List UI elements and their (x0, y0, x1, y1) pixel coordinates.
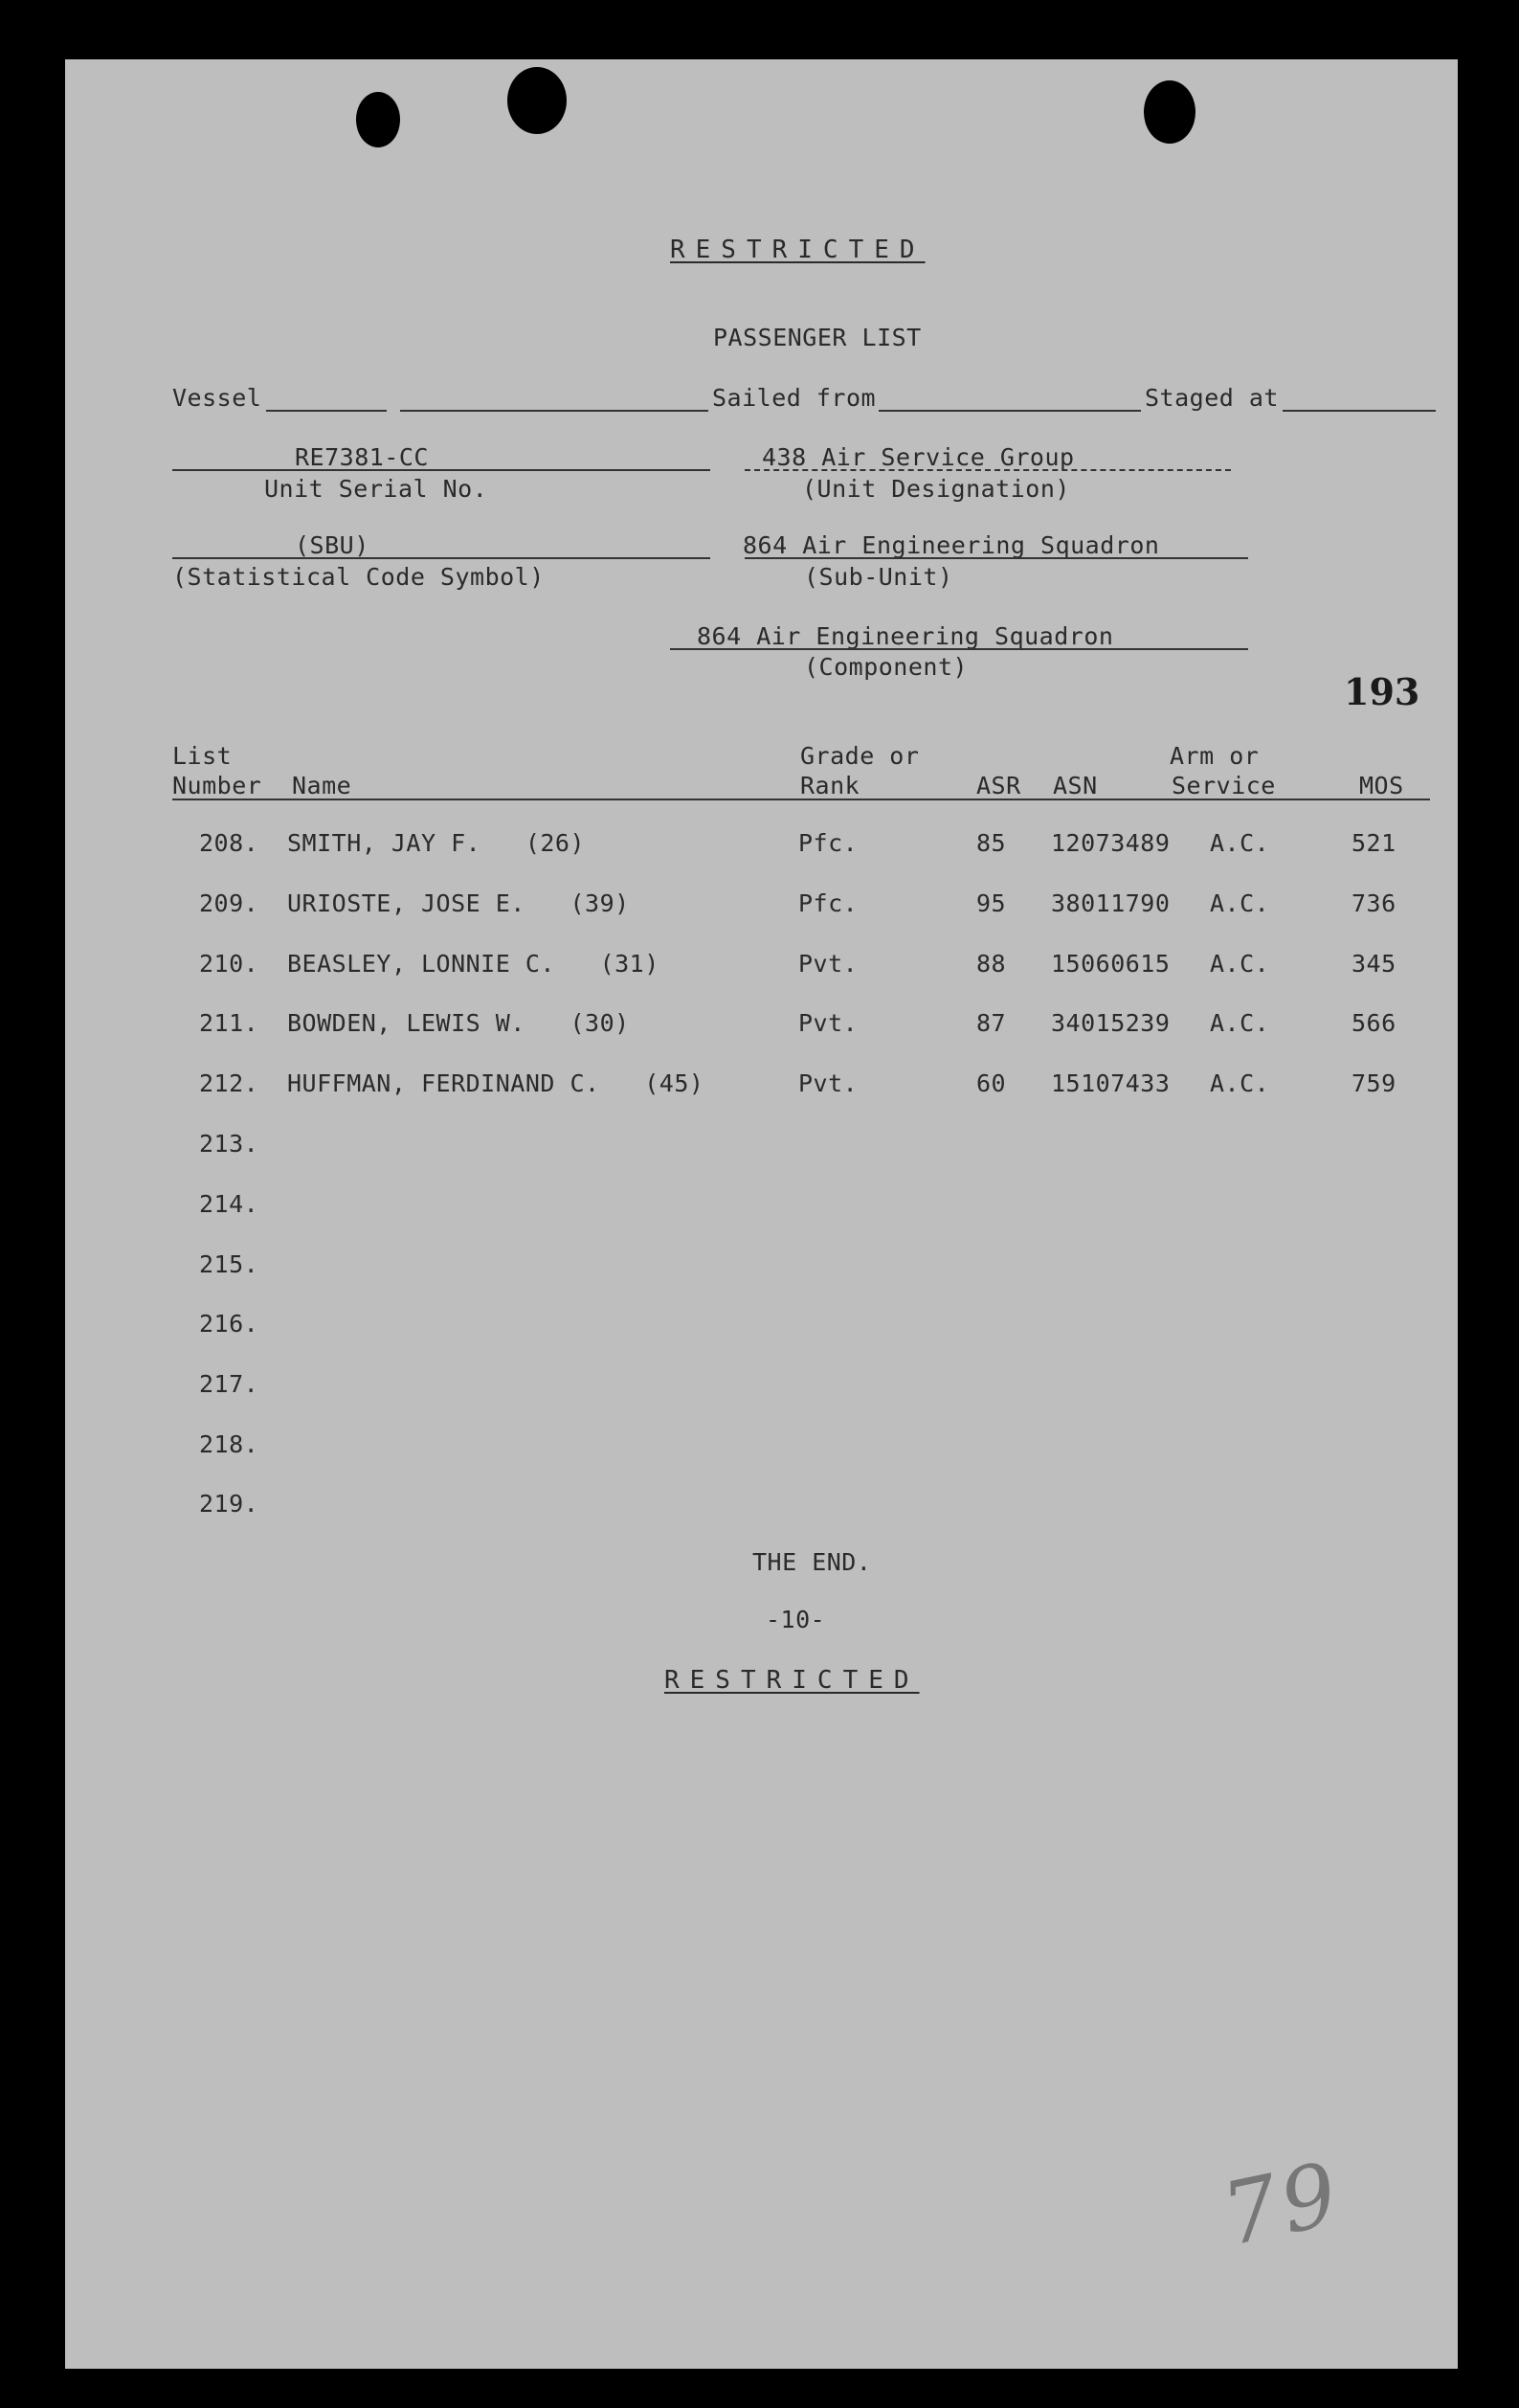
unit-serial-value: RE7381-CC (295, 443, 429, 471)
staged-at-blank (1283, 410, 1436, 412)
sailed-from-blank (879, 410, 1141, 412)
row-mos: 759 (1351, 1069, 1396, 1097)
row-asr: 88 (976, 950, 1007, 978)
row-grade: Pvt. (798, 1069, 859, 1097)
row-number: 208. (199, 829, 259, 857)
punch-hole (507, 67, 567, 134)
stat-code-label: (Statistical Code Symbol) (172, 563, 545, 591)
row-name: BOWDEN, LEWIS W. (30) (287, 1009, 630, 1037)
punch-hole (356, 92, 400, 147)
row-number: 217. (199, 1370, 259, 1398)
unit-designation-line (745, 469, 1231, 471)
stat-code-line (172, 557, 710, 559)
row-number: 215. (199, 1250, 259, 1278)
row-grade: Pfc. (798, 889, 859, 917)
row-number: 210. (199, 950, 259, 978)
row-asr: 87 (976, 1009, 1007, 1037)
row-name: SMITH, JAY F. (26) (287, 829, 586, 857)
row-name: URIOSTE, JOSE E. (39) (287, 889, 630, 917)
row-name: HUFFMAN, FERDINAND C. (45) (287, 1069, 704, 1097)
row-arm: A.C. (1210, 1009, 1270, 1037)
sub-unit-line (745, 557, 1248, 559)
row-asr: 85 (976, 829, 1007, 857)
row-asn: 34015239 (1051, 1009, 1171, 1037)
page-title: PASSENGER LIST (713, 324, 922, 351)
row-number: 219. (199, 1490, 259, 1518)
vessel-blank (266, 410, 387, 412)
vessel-label: Vessel (172, 384, 262, 412)
row-arm: A.C. (1210, 950, 1270, 978)
row-mos: 521 (1351, 829, 1396, 857)
row-asr: 95 (976, 889, 1007, 917)
row-number: 211. (199, 1009, 259, 1037)
row-mos: 345 (1351, 950, 1396, 978)
unit-serial-line (172, 469, 710, 471)
row-mos: 736 (1351, 889, 1396, 917)
component-line (670, 648, 1248, 650)
header-mos: MOS (1359, 772, 1404, 799)
row-number: 209. (199, 889, 259, 917)
row-mos: 566 (1351, 1009, 1396, 1037)
row-arm: A.C. (1210, 889, 1270, 917)
row-grade: Pvt. (798, 950, 859, 978)
header-asr: ASR (976, 772, 1021, 799)
header-service: Service (1172, 772, 1276, 799)
header-arm: Arm or (1170, 742, 1260, 770)
handwritten-note: 79 (1214, 2143, 1351, 2266)
row-number: 216. (199, 1310, 259, 1338)
row-arm: A.C. (1210, 1069, 1270, 1097)
row-number: 213. (199, 1130, 259, 1158)
header-list: List (172, 742, 233, 770)
header-number: Number (172, 772, 262, 799)
row-asn: 38011790 (1051, 889, 1171, 917)
row-number: 214. (199, 1190, 259, 1218)
the-end-text: THE END. (752, 1548, 872, 1576)
header-name: Name (292, 772, 352, 799)
component-value: 864 Air Engineering Squadron (697, 622, 1114, 650)
vessel-blank (400, 410, 708, 412)
row-arm: A.C. (1210, 829, 1270, 857)
component-label: (Component) (804, 653, 969, 681)
restricted-header: RESTRICTED (670, 236, 926, 264)
page-number: -10- (766, 1606, 826, 1633)
unit-serial-label: Unit Serial No. (264, 475, 488, 503)
row-grade: Pfc. (798, 829, 859, 857)
row-grade: Pvt. (798, 1009, 859, 1037)
row-asn: 15060615 (1051, 950, 1171, 978)
sailed-from-label: Sailed from (712, 384, 877, 412)
sub-unit-value: 864 Air Engineering Squadron (743, 531, 1160, 559)
row-number: 218. (199, 1430, 259, 1458)
punch-hole (1144, 80, 1195, 144)
page-number-stamp: 193 (1344, 670, 1420, 713)
restricted-footer: RESTRICTED (664, 1666, 920, 1695)
header-rule (172, 799, 1430, 800)
row-name: BEASLEY, LONNIE C. (31) (287, 950, 659, 978)
header-rank: Rank (800, 772, 860, 799)
header-asn: ASN (1053, 772, 1098, 799)
staged-at-label: Staged at (1145, 384, 1279, 412)
unit-designation-value: 438 Air Service Group (762, 443, 1075, 471)
header-grade: Grade or (800, 742, 920, 770)
stat-code-value: (SBU) (295, 531, 369, 559)
row-number: 212. (199, 1069, 259, 1097)
row-asn: 15107433 (1051, 1069, 1171, 1097)
sub-unit-label: (Sub-Unit) (804, 563, 953, 591)
row-asr: 60 (976, 1069, 1007, 1097)
unit-designation-label: (Unit Designation) (802, 475, 1070, 503)
row-asn: 12073489 (1051, 829, 1171, 857)
